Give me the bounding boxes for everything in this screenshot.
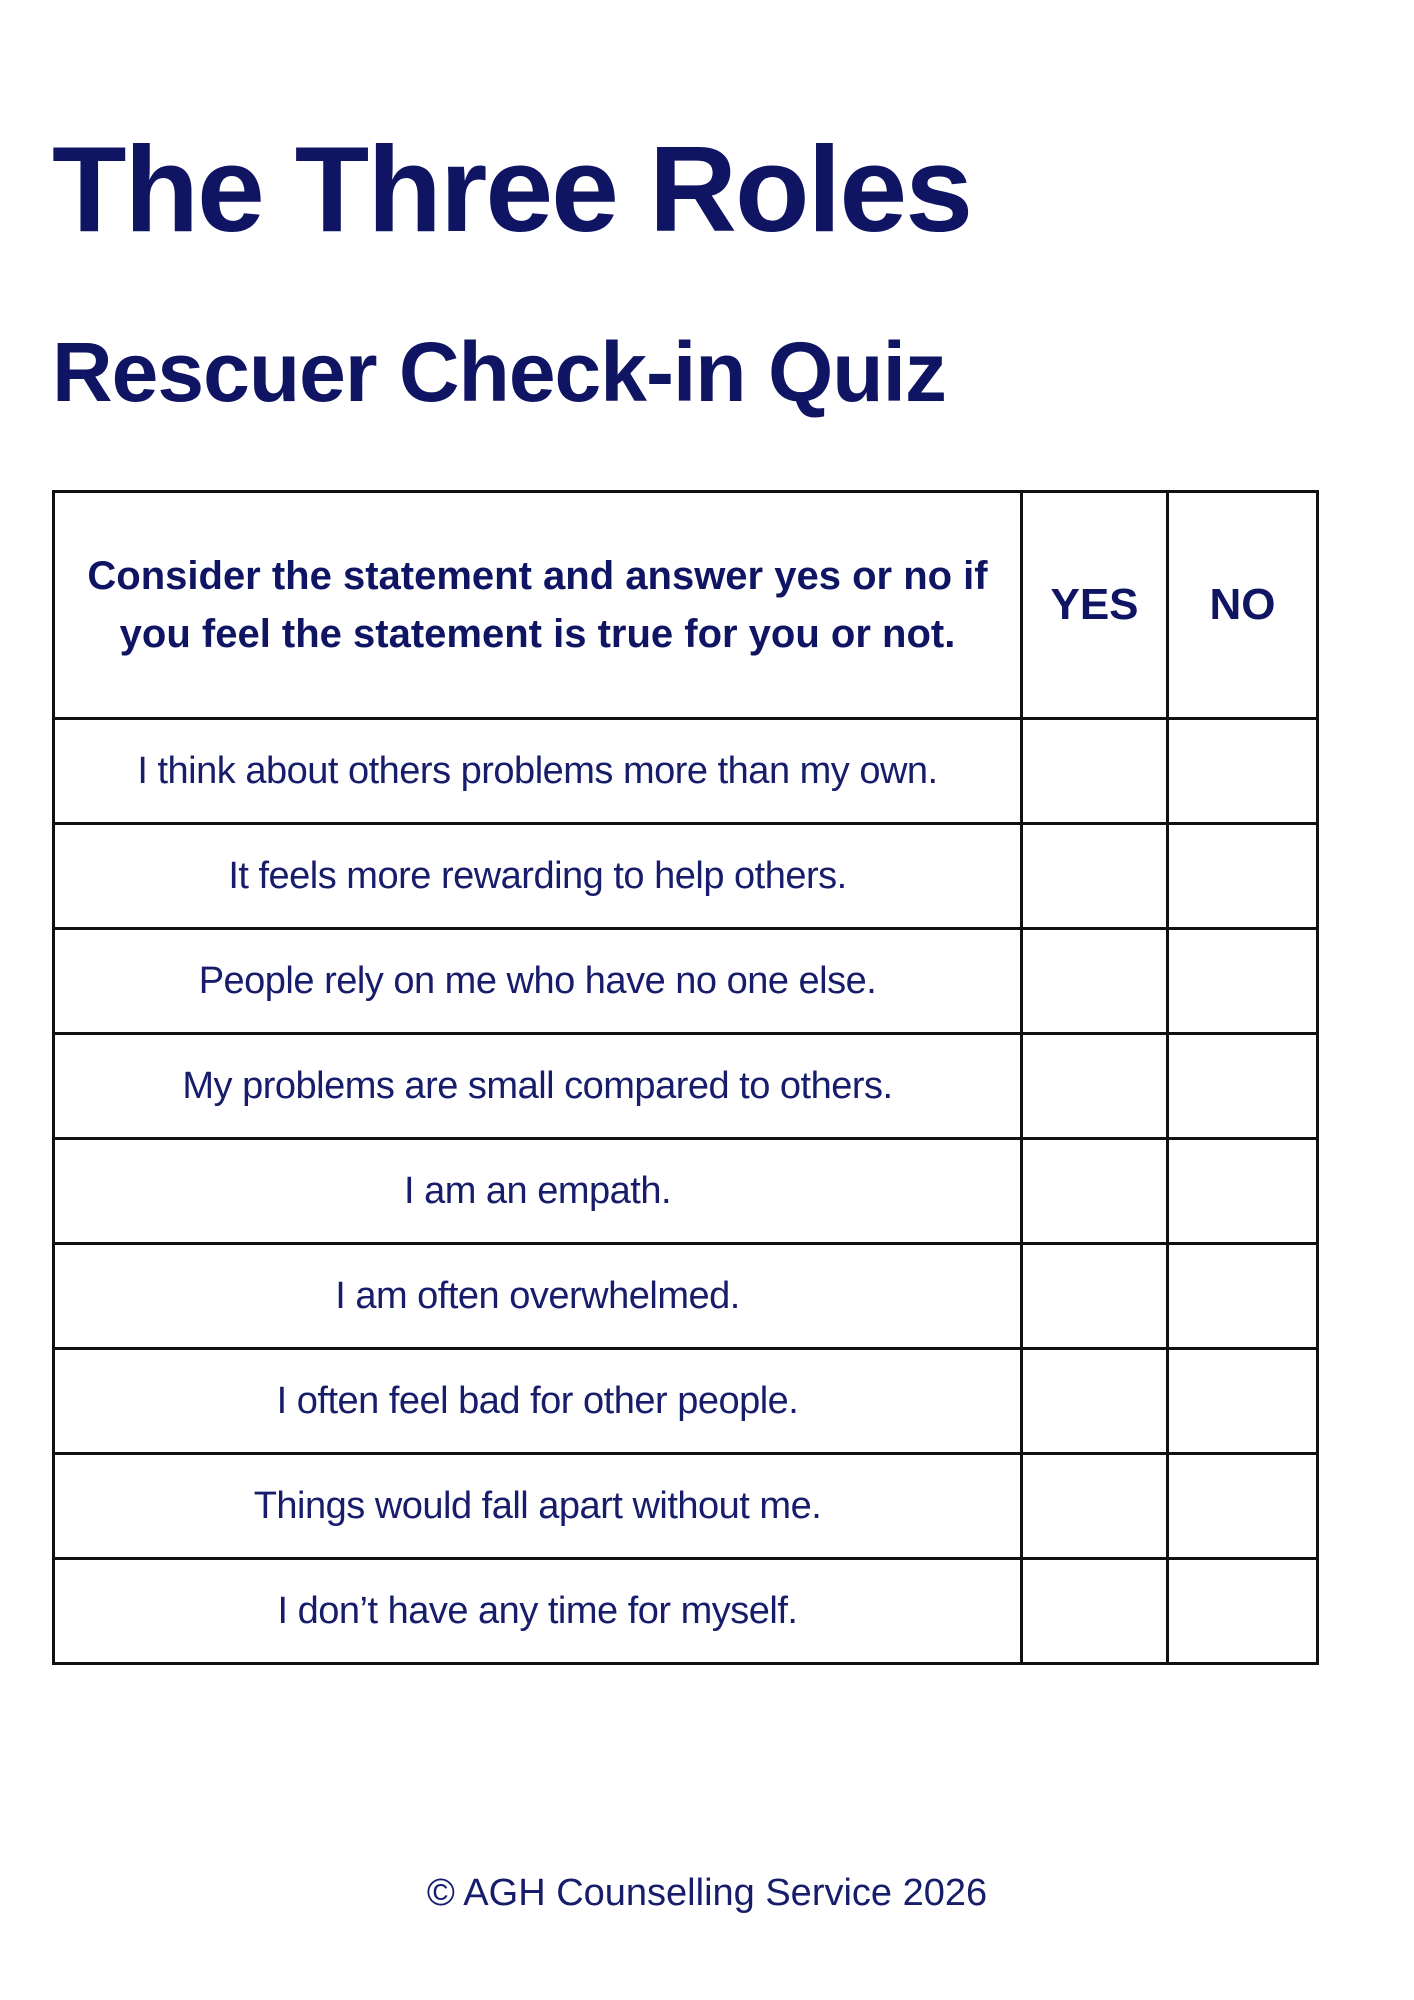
table-header-row	[54, 492, 1318, 719]
yes-answer-box[interactable]	[1022, 1559, 1168, 1664]
page-subtitle: Rescuer Check-in Quiz	[52, 325, 946, 419]
copyright-footer: © AGH Counselling Service 2026	[426, 1872, 988, 1914]
no-answer-box[interactable]	[1168, 719, 1318, 824]
quiz-table	[52, 490, 1319, 1665]
statement-text: People rely on me who have no one else.	[54, 929, 1022, 1034]
yes-answer-box[interactable]	[1022, 929, 1168, 1034]
yes-answer-box[interactable]	[1022, 1139, 1168, 1244]
no-answer-box[interactable]	[1168, 1244, 1318, 1349]
table-row	[54, 1034, 1318, 1139]
no-column-header: NO	[1168, 492, 1318, 719]
yes-answer-box[interactable]	[1022, 1244, 1168, 1349]
statement-text: It feels more rewarding to help others.	[54, 824, 1022, 929]
no-answer-box[interactable]	[1168, 824, 1318, 929]
yes-answer-box[interactable]	[1022, 1454, 1168, 1559]
page-title: The Three Roles	[52, 121, 972, 257]
yes-answer-box[interactable]	[1022, 824, 1168, 929]
no-answer-box[interactable]	[1168, 1454, 1318, 1559]
no-answer-box[interactable]	[1168, 1559, 1318, 1664]
yes-answer-box[interactable]	[1022, 1034, 1168, 1139]
no-answer-box[interactable]	[1168, 1034, 1318, 1139]
yes-answer-box[interactable]	[1022, 719, 1168, 824]
table-row	[54, 1349, 1318, 1454]
table-row	[54, 1559, 1318, 1664]
statement-text: Things would fall apart without me.	[54, 1454, 1022, 1559]
table-row	[54, 824, 1318, 929]
statement-text: I often feel bad for other people.	[54, 1349, 1022, 1454]
table-row	[54, 929, 1318, 1034]
no-answer-box[interactable]	[1168, 929, 1318, 1034]
table-row	[54, 1139, 1318, 1244]
table-row	[54, 719, 1318, 824]
table-row	[54, 1244, 1318, 1349]
no-answer-box[interactable]	[1168, 1349, 1318, 1454]
statement-text: I am often overwhelmed.	[54, 1244, 1022, 1349]
statement-text: I am an empath.	[54, 1139, 1022, 1244]
yes-column-header: YES	[1022, 492, 1168, 719]
statement-text: My problems are small compared to others.	[54, 1034, 1022, 1139]
yes-answer-box[interactable]	[1022, 1349, 1168, 1454]
table-row	[54, 1454, 1318, 1559]
no-answer-box[interactable]	[1168, 1139, 1318, 1244]
statement-text: I don’t have any time for myself.	[54, 1559, 1022, 1664]
instruction-header: Consider the statement and answer yes or no if you feel the statement is true for you or not.	[54, 492, 1022, 719]
statement-text: I think about others problems more than my own.	[54, 719, 1022, 824]
